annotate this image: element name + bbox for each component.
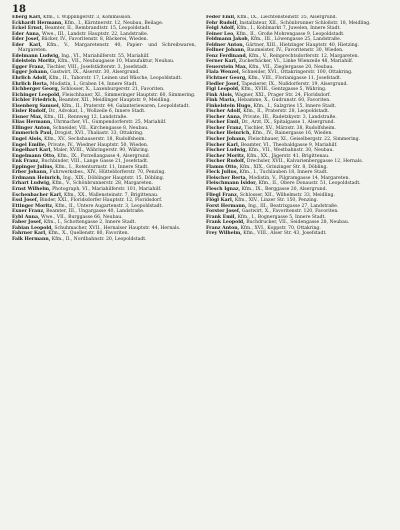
entry-name: Fellner Johann,	[206, 48, 246, 54]
entry-details: Baumeister, IV., Favoritenstr. 30, Wieden.	[247, 48, 344, 54]
entry-details: Binder, XXI., Floridsdorfer Hauptstr. 12, Floridsdorf.	[39, 198, 163, 204]
entry-name: Egger Franz,	[12, 64, 45, 70]
entry-name: Finkelstein Hugo,	[206, 103, 253, 109]
entry-name: Eppinger Julius,	[12, 164, 54, 170]
entry-details: Ing., XIX., Döblinger Hauptstr. 15, Döbling.	[62, 175, 165, 181]
page-number: 18	[12, 4, 26, 15]
entry-details: Beamter, III., Ungargasse 40, Landstraße.	[46, 209, 145, 215]
entry-details: Kfm., XX., Wallensteinstr. 7, Brigittenau.	[63, 192, 159, 198]
entry-details: Kfm., IX., Liechtensteinstr. 35, Alsergrund.	[237, 15, 338, 20]
entry-name: Eybl Anna,	[12, 214, 40, 220]
entry-details: Private, IV., Wiedner Hauptstr. 50, Wieden.	[47, 142, 149, 148]
entry-name: Engelhart Karl,	[12, 148, 52, 154]
entry-name: Fischer Karl,	[206, 142, 240, 148]
entry-name: Forster Josef,	[206, 209, 241, 215]
entry-details: Buchbinder, VIII., Lange Gasse 21, Josefstadt.	[41, 159, 149, 165]
entry-details: Kfm., I., Kohlmarkt 7, Juwelen, Innere Stadt.	[236, 26, 341, 32]
entry-name: Fischer Johann,	[206, 137, 247, 143]
entry-details: Kfm., XVI., Koppstr. 70, Ottakring.	[240, 225, 321, 231]
entry-details: Kfm., II., Untere Augartenstr. 3, Leopoldstadt.	[55, 203, 163, 209]
entry-name: Eckel Ernst,	[12, 26, 44, 32]
entry-details: Beamter, XII., Meidlinger Hauptstr. 9, Meidling.	[58, 98, 171, 104]
entry-details: Kfm., II., Große Mohrengasse 9, Leopoldstadt.	[236, 31, 345, 37]
entry-name: Frank Emil,	[206, 214, 237, 220]
entry-name: Eichinger Leopold,	[12, 92, 61, 98]
entry-name: Ernst Wilhelm,	[12, 186, 51, 192]
entry-details: Kfm., VII., Westbahnstr. 30, Neubau.	[248, 148, 334, 154]
entry-details: Dr., Advokat, I., Wollzeile 6, Innere Stadt.	[48, 109, 146, 115]
entry-details: Kfm., XIX., Grinzinger Str. 8, Döbling.	[239, 164, 328, 170]
entry-name: Erber Johann,	[12, 170, 48, 176]
entry-details: Kfm., III., Rennweg 12, Landstraße.	[43, 114, 128, 120]
entry-name: Feldmann Jakob,	[206, 37, 250, 43]
entry-name: Enk Franz,	[12, 159, 40, 165]
entry-details: Modistin, V., Pilgramgasse 14, Margareten.	[248, 175, 350, 181]
entry-name: Ferner Karl,	[206, 59, 238, 65]
entry-details: Fleischhauer, XI., Simmeringer Hauptstr. 60, Simmering.	[62, 92, 196, 98]
entry-details: Fleischhauer, XI., Geiselbergstr. 22, Simmering.	[247, 137, 361, 143]
entry-details: Dr., Arzt, IX., Spitalgasse 1, Alsergrund.	[241, 120, 336, 126]
entry-details: Kfm., III., Löwengasse 25, Landstraße.	[250, 37, 342, 43]
entry-details: Schuhmacher, XVII., Hernalser Hauptstr. 44, Hernals.	[54, 225, 181, 231]
entry-details: Buchdrucker, VII., Seidengasse 28, Neubau.	[246, 220, 350, 226]
entry-name: Flesch Ignaz,	[206, 186, 241, 192]
entry-name: Faber Josef,	[12, 220, 43, 226]
entry-name: Fischer Rudolf,	[206, 159, 246, 165]
entry-name: Edelstein Moritz,	[12, 59, 57, 65]
entry-name: Engel Alois,	[12, 137, 43, 143]
entry-details: Beamter, VI., Theobaldgasse 9, Mariahilf.	[240, 142, 338, 148]
entry-details: Kfm., I., Salzgries 15, Innere Stadt.	[253, 103, 337, 109]
entry-name: Fischer Adolf,	[206, 109, 242, 115]
entry-name: Feiner Leo,	[206, 31, 235, 37]
entry-name: Feuerstein Max,	[206, 64, 248, 70]
entry-details: Kfm., I., Tuchlauben 18, Innere Stadt.	[239, 170, 328, 176]
entry-details: Kfm., I., Kärntnerstr. 12, Neubau, Beilage.	[64, 20, 164, 26]
entry-details: Kfm., VII., Zieglergasse 20, Neubau.	[248, 64, 334, 70]
directory-entry	[12, 43, 196, 54]
entry-name: Fink Maria,	[206, 98, 236, 104]
entry-name: Fleischmann Isidor,	[206, 181, 257, 187]
entry-details: Kfm., V., Schönbrunnerstr. 28, Margareten.	[52, 181, 154, 187]
entry-details: Hebamme, X., Gudrunstr. 60, Favoriten.	[237, 98, 331, 104]
entry-details: Kfm., XIV., Linzer Str. 150, Penzing.	[234, 198, 319, 204]
entry-details: Bäcker, IV., Favoritenstr. 8, Bäckerei, Wieden.	[41, 37, 149, 43]
entry-details: Kfm., XX., Jägerstr. 41, Brigittenau.	[246, 153, 330, 159]
entry-details: Kfm., IX., Porzellangasse 4, Alsergrund.	[57, 153, 151, 159]
entry-name: Exner Franz,	[12, 209, 45, 215]
entry-details: Installateur, XII., Schönbrunner Schloßstr. 18, Meidling.	[239, 20, 371, 26]
entry-details: Schneider, VII., Kirchengasse 8, Neubau.	[52, 125, 149, 131]
entry-name: Eder Karl,	[12, 42, 42, 48]
directory-entry	[206, 231, 390, 237]
entry-details: Private, III., Radetzkystr. 3, Landstraße.	[242, 114, 337, 120]
entry-name: Franz Anton,	[206, 225, 240, 231]
entry-name: Flögl Karl,	[206, 198, 234, 204]
entry-details: Tischler, XV., Märzstr. 38, Rudolfsheim.	[244, 125, 336, 131]
entry-details: Schlosser, XII., Wilhelmstr. 33, Meidling.	[239, 192, 335, 198]
entry-name: Eisler Rudolf,	[12, 109, 48, 115]
entry-name: Eberg Karl,	[12, 15, 42, 20]
entry-name: Fischer Anna,	[206, 114, 242, 120]
entry-details: Ing., VI., Mariahilferstr. 55, Mariahilf.	[61, 53, 150, 59]
entry-name: Fliegl Franz,	[206, 192, 239, 198]
entry-details: Kfm., II., Praterstr. 28, Leopoldstadt.	[243, 109, 330, 115]
entry-details: Tapezierer, IX., Nußdorferstr. 19, Alsergrund.	[241, 81, 348, 87]
directory-entry	[12, 237, 196, 243]
entry-name: Fischer Moritz,	[206, 153, 246, 159]
entry-name: Ettinger Moritz,	[12, 203, 54, 209]
entry-details: Beamter, II., Rembrandtstr. 15, Leopoldstadt.	[44, 26, 151, 32]
entry-name: Frey Wilhelm,	[206, 231, 242, 237]
entry-details: Kfm., VIII., Alser Str. 43, Josefstadt.	[243, 231, 327, 237]
entry-name: Elias Hermann,	[12, 120, 52, 126]
entry-details: Schlosser, X., Laxenburgerstr. 21, Favoriten.	[60, 87, 165, 93]
entry-details: Gärtner, XIII., Hietzinger Hauptstr. 40, Hietzing.	[245, 42, 360, 48]
entry-name: Feder Emil,	[206, 15, 236, 20]
entry-name: Engel Emilie,	[12, 142, 47, 148]
entry-name: Fischer Franz,	[206, 125, 243, 131]
entry-name: Fahrner Karl,	[12, 231, 47, 237]
entry-name: Edelmann Ludwig,	[12, 53, 60, 59]
entry-name: Ehrlich Berta,	[12, 81, 49, 87]
entry-details: Zuckerbäcker, VI., Linke Wienzeile 48, Mariahilf.	[238, 59, 354, 65]
entry-details: Drechsler, XVII., Kalvarienberggasse 12, Hernals.	[246, 159, 364, 165]
entry-details: Kfm., VIII., Florianigasse 11, Josefstadt.	[248, 76, 342, 82]
entry-name: Eder Josef,	[12, 37, 40, 43]
entry-name: Forst Hermann,	[206, 203, 247, 209]
entry-details: Kfm., V., Reinprechtsdorferstr. 12, Margareten.	[248, 53, 360, 59]
right-column	[206, 15, 390, 526]
entry-details: Tischler, VIII., Josefstädterstr. 3, Josefstadt.	[46, 64, 149, 70]
entry-details: Fuhrwerksbes., XIV., Hütteldorferstr. 70, Penzing.	[49, 170, 166, 176]
entry-name: Eisner Max,	[12, 114, 43, 120]
entry-details: Gastwirt, X., Favoritenstr. 120, Favoriten.	[241, 209, 339, 215]
entry-details: Kfm., II., Taborstr. 17, Leinen und Wäsche, Leopoldstadt.	[49, 76, 182, 82]
entry-name: Ellinger Anton,	[12, 125, 52, 131]
entry-details: Kfm., II., Obere Donaustr. 51, Leopoldstadt.	[258, 181, 361, 187]
entry-name: Fiala Wenzel,	[206, 70, 241, 76]
entry-details: Maler, XVIII., Währingerstr. 90, Währing.	[53, 148, 150, 154]
entry-details: Gastwirt, IX., Alserstr. 30, Alsergrund.	[50, 70, 140, 76]
entry-name: Frank Leopold,	[206, 220, 245, 226]
entry-name: Fischer Heinrich,	[206, 131, 251, 137]
entry-name: Eckhardt Hermann,	[12, 20, 63, 26]
entry-name: Eichler Friedrich,	[12, 98, 58, 104]
entry-name: Eisenberg Samuel,	[12, 103, 61, 109]
entry-details: Schneider, XVI., Ottakringerstr. 100, Ottakring.	[241, 70, 353, 76]
entry-name: Essl Josef,	[12, 198, 39, 204]
entry-name: Eschenbacher Karl,	[12, 192, 63, 198]
entry-details: Wwe., VII., Burggasse 66, Neubau.	[41, 214, 123, 220]
entry-name: Fischer Ludwig,	[206, 148, 247, 154]
entry-name: Feigl Adolf,	[206, 26, 236, 32]
entry-name: Fehr Rudolf,	[206, 20, 238, 26]
entry-name: Feldner Anton,	[206, 42, 245, 48]
entry-details: Kfm., XVIII., Gentzgasse 5, Währing.	[241, 87, 327, 93]
entry-name: Falk Hermann,	[12, 236, 51, 242]
entry-name: Fiedler Josef,	[206, 81, 241, 87]
entry-name: Figl Leopold,	[206, 87, 240, 93]
entry-name: Engelmann Otto,	[12, 153, 56, 159]
entry-details: Drogist, XVI., Thaliastr. 33, Ottakring.	[54, 131, 144, 137]
entry-name: Fleischer Berta,	[206, 175, 248, 181]
entry-details: Ing., III., Beatrixgasse 27, Landstraße.	[248, 203, 339, 209]
entry-details: Kfm., IX., Berggasse 20, Alsergrund.	[241, 186, 328, 192]
entry-details: Uhrmacher, VI., Gumpendorferstr. 25, Mariahilf.	[53, 120, 167, 126]
entry-details: Kfm., XV., Sechshauserstr. 18, Rudolfsheim.	[44, 137, 147, 143]
entry-name: Eichberger Georg,	[12, 87, 60, 93]
entry-name: Egger Johann,	[12, 70, 49, 76]
entry-details: Photograph, VI., Mariahilferstr. 101, Mariahilf.	[52, 186, 162, 192]
entry-details: Kfm., IV., Rainergasse 16, Wieden.	[252, 131, 333, 137]
entry-name: Fink Alois,	[206, 92, 234, 98]
entry-details: Kfm., II., Nordbahnstr. 20, Leopoldstadt.	[51, 236, 147, 242]
entry-name: Emmerich Paul,	[12, 131, 54, 137]
entry-name: Flamm Otto,	[206, 164, 239, 170]
left-column	[12, 15, 196, 526]
entry-name: Erdmann Heinrich,	[12, 175, 62, 181]
entry-name: Fleck Julius,	[206, 170, 239, 176]
entry-name: Fabian Leopold,	[12, 225, 53, 231]
entry-name: Eder Anna,	[12, 31, 41, 37]
entry-details: Kfm., I., Schottengasse 2, Innere Stadt.	[43, 220, 136, 226]
entry-details: Kfm., II., Praterstr. 44, Galanteriewaren, Leopoldstadt.	[61, 103, 190, 109]
entry-name: Fischer Emil,	[206, 120, 241, 126]
entry-details: Kfm., I., Bognergasse 5, Innere Stadt.	[237, 214, 326, 220]
entry-name: Fichtner Georg,	[206, 76, 247, 82]
entry-details: Kfm., V., Margaretenstr. 40, Papier- und Schreibwaren, Margareten.	[18, 42, 196, 54]
entry-details: Wwe., III., Landstr. Hauptstr. 22, Landstraße.	[41, 31, 149, 37]
entry-details: Kfm., VII., Neubaugasse 10, Manufaktur, Neubau.	[57, 59, 175, 65]
entry-details: Kfm., I., Rotenturmstr. 11, Innere Stadt.	[55, 164, 149, 170]
entry-details: Kfm., I. Wipplingerstr. 3, Kommission.	[43, 15, 132, 20]
entry-name: Erhart Ludwig,	[12, 181, 51, 187]
entry-name: Ehrlich Adolf,	[12, 76, 48, 82]
entry-details: Modistin, I., Graben 14, Innere Stadt.	[49, 81, 138, 87]
entry-details: Wagner, XXI., Prager Str. 24, Floridsdorf.	[234, 92, 331, 98]
entry-details: Kfm., X., Quellenstr. 80, Favoriten.	[48, 231, 130, 237]
entry-name: Fenz Ferdinand,	[206, 53, 248, 59]
columns	[12, 15, 390, 526]
